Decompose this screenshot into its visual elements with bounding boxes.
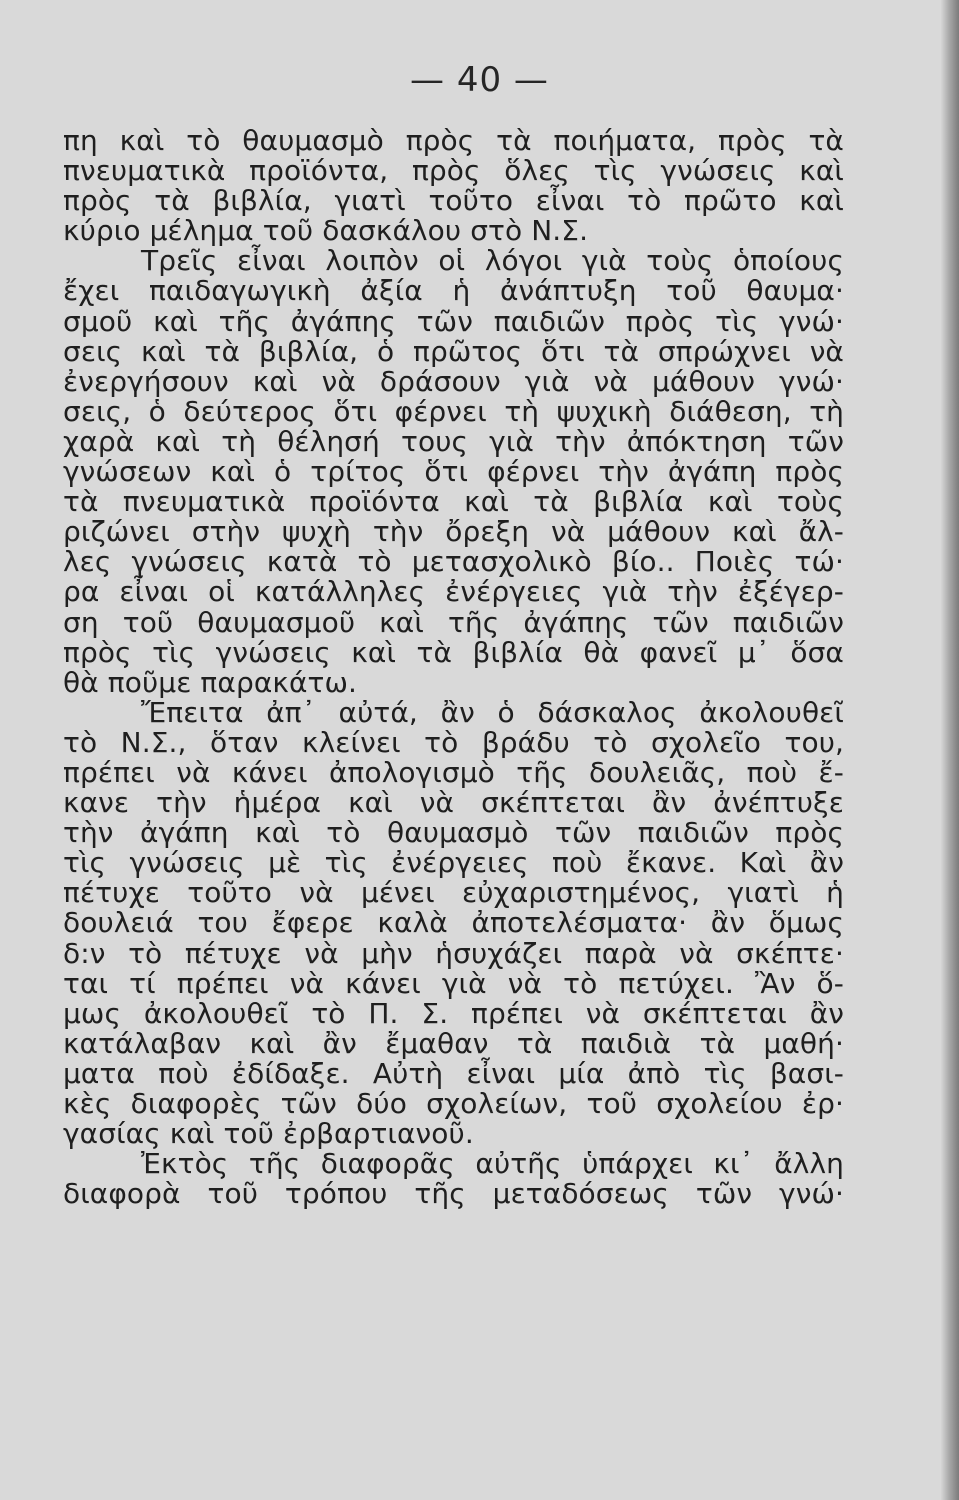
text-line: πρὸς τὶς γνώσεις καὶ τὰ βιβλία θὰ φανεῖ μ᾿ ὅσα	[63, 635, 844, 669]
text-line: λες γνώσεις κατὰ τὸ μετασχολικὸ βίο.. Ποιὲς τώ·	[63, 545, 844, 579]
text-line: κύριο μέλημα τοῦ δασκάλου στὸ Ν.Σ.	[63, 214, 589, 248]
text-line: Ἔπειτα ἀπ᾿ αὐτά, ἂν ὁ δάσκαλος ἀκολουθεῖ	[141, 695, 844, 729]
text-line: τὸ Ν.Σ., ὅταν κλείνει τὸ βράδυ τὸ σχολεῖο του,	[63, 725, 844, 759]
text-line: δουλειά του ἔφερε καλὰ ἀποτελέσματα· ἂν ὅμως	[63, 906, 844, 940]
text-line: ἐνεργήσουν καὶ νὰ δράσουν γιὰ νὰ μάθουν γνώ·	[63, 364, 844, 398]
text-line: ρα εἶναι οἱ κατάλληλες ἐνέργειες γιὰ τὴν ἐξέγερ-	[63, 575, 844, 609]
text-line: τὴν ἀγάπη καὶ τὸ θαυμασμὸ τῶν παιδιῶν πρὸς	[63, 816, 844, 850]
page-number: — 40 —	[410, 60, 549, 100]
text-line: πη καὶ τὸ θαυμασμὸ πρὸς τὰ ποιήματα, πρὸς τὰ	[63, 124, 844, 157]
text-line: διαφορὰ τοῦ τρόπου τῆς μεταδόσεως τῶν γνώ·	[63, 1177, 844, 1211]
text-line: τὶς γνώσεις μὲ τὶς ἐνέργειες ποὺ ἔκανε. Καὶ ἂν	[63, 846, 844, 880]
text-line: σμοῦ καὶ τῆς ἀγάπης τῶν παιδιῶν πρὸς τὶς γνώ·	[63, 304, 844, 338]
text-line: πέτυχε τοῦτο νὰ μένει εὐχαριστημένος, γιατὶ ἡ	[63, 876, 844, 910]
text-line: ται τί πρέπει νὰ κάνει γιὰ νὰ τὸ πετύχει. Ἂν ὅ-	[63, 966, 844, 1000]
text-line: δ:ν τὸ πέτυχε νὰ μὴν ἡσυχάζει παρὰ νὰ σκέπτε·	[63, 936, 844, 970]
text-line: πρὸς τὰ βιβλία, γιατὶ τοῦτο εἶναι τὸ πρῶτο καὶ	[63, 184, 844, 218]
text-line: γνώσεων καὶ ὁ τρίτος ὅτι φέρνει τὴν ἀγάπη πρὸς	[63, 455, 844, 489]
text-line: μως ἀκολουθεῖ τὸ Π. Σ. πρέπει νὰ σκέπτεται ἂν	[63, 996, 844, 1030]
text-line: ριζώνει στὴν ψυχὴ τὴν ὄρεξη νὰ μάθουν καὶ ἄλ-	[63, 515, 844, 549]
text-line: Ἐκτὸς τῆς διαφορᾶς αὐτῆς ὑπάρχει κι᾿ ἄλλη	[141, 1147, 844, 1181]
text-line: κὲς διαφορὲς τῶν δύο σχολείων, τοῦ σχολείου ἐρ·	[63, 1087, 844, 1120]
text-line: τὰ πνευματικὰ προϊόντα καὶ τὰ βιβλία καὶ τοὺς	[63, 485, 844, 519]
text-line: σεις, ὁ δεύτερος ὅτι φέρνει τὴ ψυχικὴ διάθεση, τὴ	[63, 394, 844, 428]
text-line: σεις καὶ τὰ βιβλία, ὁ πρῶτος ὅτι τὰ σπρώχνει νὰ	[63, 334, 844, 368]
body-text	[63, 126, 844, 1406]
text-line: θὰ ποῦμε παρακάτω.	[63, 665, 358, 699]
text-line: κατάλαβαν καὶ ἂν ἔμαθαν τὰ παιδιὰ τὰ μαθή·	[63, 1026, 844, 1060]
text-line: γασίας καὶ τοῦ ἐρβαρτιανοῦ.	[63, 1117, 474, 1151]
text-line: χαρὰ καὶ τὴ θέλησή τους γιὰ τὴν ἀπόκτηση τῶν	[63, 424, 844, 458]
text-line: πνευματικὰ προϊόντα, πρὸς ὅλες τὶς γνώσεις καὶ	[63, 154, 844, 188]
text-line: Τρεῖς εἶναι λοιπὸν οἱ λόγοι γιὰ τοὺς ὁποίους	[141, 244, 844, 278]
text-line: κανε τὴν ἡμέρα καὶ νὰ σκέπτεται ἂν ἀνέπτυξε	[63, 786, 844, 820]
text-line: πρέπει νὰ κάνει ἀπολογισμὸ τῆς δουλειᾶς, ποὺ ἔ-	[63, 755, 844, 789]
text-line: ματα ποὺ ἐδίδαξε. Αὐτὴ εἶναι μία ἀπὸ τὶς βασι-	[63, 1056, 844, 1090]
text-line: ση τοῦ θαυμασμοῦ καὶ τῆς ἀγάπης τῶν παιδιῶν	[63, 605, 844, 639]
page-edge-shadow	[941, 0, 959, 1500]
text-line: ἔχει παιδαγωγικὴ ἀξία ἡ ἀνάπτυξη τοῦ θαυμα·	[63, 274, 844, 308]
